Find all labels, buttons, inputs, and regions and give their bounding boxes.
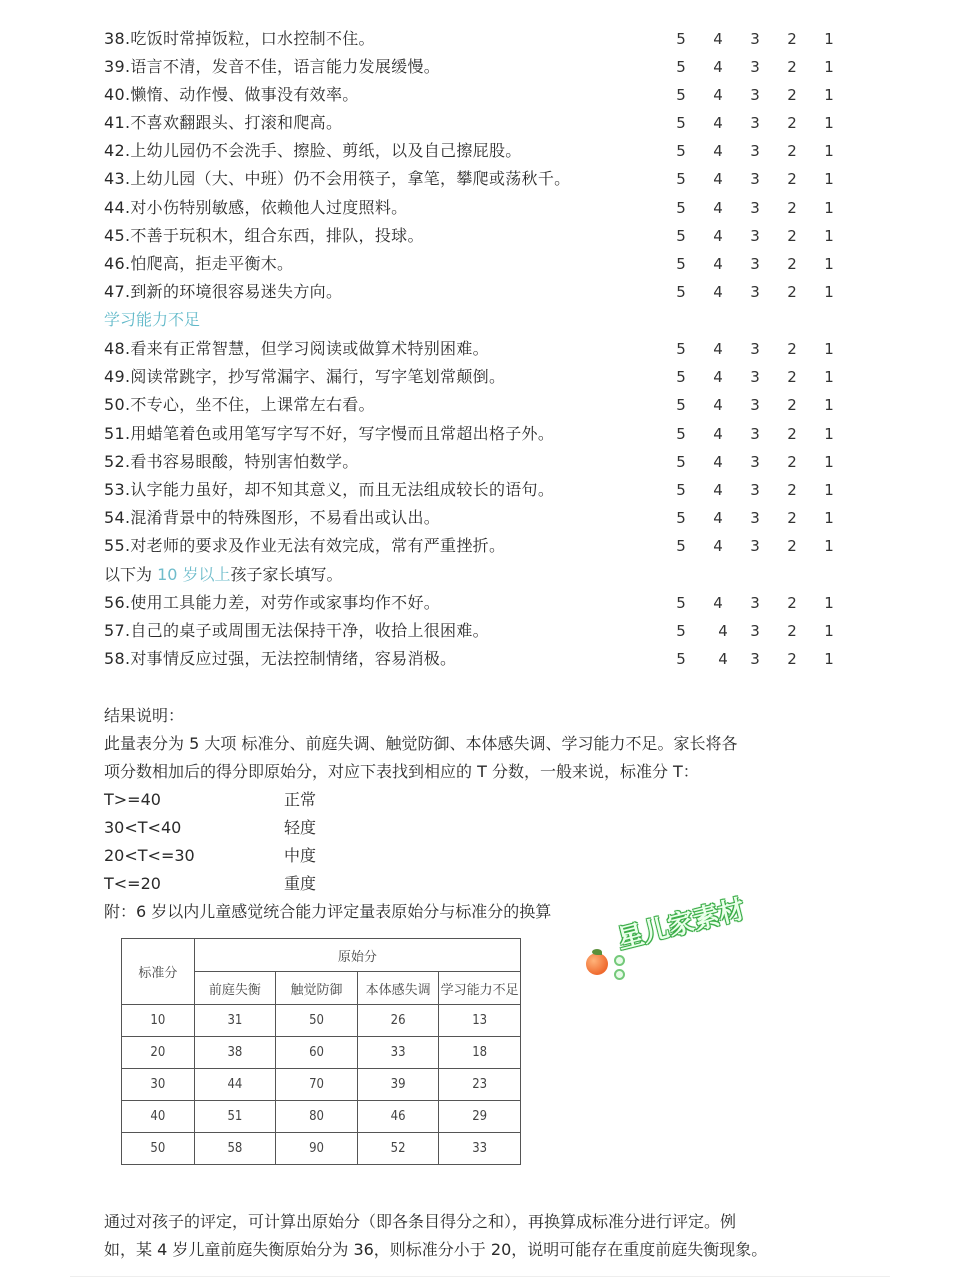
peach-icon: [586, 953, 608, 975]
table-cell: 52: [357, 1133, 439, 1165]
question-text: 48.看来有正常智慧，但学习阅读或做算术特别困难。: [104, 339, 489, 358]
score-option[interactable]: 5: [676, 594, 686, 612]
score-option[interactable]: 1: [824, 425, 834, 443]
score-option[interactable]: 1: [824, 340, 834, 358]
score-option[interactable]: 2: [787, 255, 797, 273]
table-row: [122, 1069, 521, 1101]
age-note-suffix: 孩子家长填写。: [230, 565, 343, 584]
conclusion-line-2: 如，某 4 岁儿童前庭失衡原始分为 36，则标准分小于 20，说明可能存在重度前庭失衡现象。: [104, 1240, 768, 1259]
question-item: [104, 194, 844, 222]
question-text: 45.不善于玩积木，组合东西，排队，投球。: [104, 226, 424, 245]
question-item: [104, 589, 844, 617]
score-option[interactable]: 3: [750, 396, 760, 414]
table-cell: 30: [122, 1069, 195, 1101]
results-title: 结果说明：: [104, 706, 185, 725]
score-options: [674, 222, 844, 250]
score-option[interactable]: 1: [824, 650, 834, 668]
table-cell: 13: [439, 1005, 521, 1037]
score-options: [674, 363, 844, 391]
conversion-table: [121, 938, 521, 1165]
question-item: [104, 25, 844, 53]
section-heading-learning: 学习能力不足: [104, 310, 201, 329]
score-option[interactable]: 2: [787, 227, 797, 245]
score-option[interactable]: 2: [787, 396, 797, 414]
score-option[interactable]: 5: [676, 170, 686, 188]
score-option[interactable]: 5: [676, 650, 686, 668]
table-cell: 50: [122, 1133, 195, 1165]
question-item: [104, 532, 844, 560]
score-option[interactable]: 3: [750, 227, 760, 245]
standard-score-header: 标准分: [122, 939, 195, 1005]
question-item: [104, 645, 844, 673]
score-option[interactable]: 5: [676, 30, 686, 48]
question-item: [104, 165, 844, 193]
score-options: [674, 109, 844, 137]
table-cell: 29: [439, 1101, 521, 1133]
score-options: [674, 81, 844, 109]
table-cell: 38: [194, 1037, 276, 1069]
score-option[interactable]: 1: [824, 30, 834, 48]
question-text: 49.阅读常跳字，抄写常漏字、漏行，写字笔划常颠倒。: [104, 367, 506, 386]
score-options: [674, 137, 844, 165]
score-option[interactable]: 4: [713, 368, 723, 386]
score-option[interactable]: 3: [750, 170, 760, 188]
score-option[interactable]: 1: [824, 199, 834, 217]
score-option[interactable]: 4: [713, 255, 723, 273]
question-item: [104, 617, 844, 645]
score-option[interactable]: 3: [750, 114, 760, 132]
score-option[interactable]: 2: [787, 340, 797, 358]
threshold-condition: T>=40: [104, 790, 161, 809]
question-text: 44.对小伤特别敏感，依赖他人过度照料。: [104, 198, 408, 217]
score-option[interactable]: 5: [676, 368, 686, 386]
score-option[interactable]: 1: [824, 396, 834, 414]
score-option[interactable]: 2: [787, 368, 797, 386]
question-item: [104, 504, 844, 532]
score-option[interactable]: 4: [713, 425, 723, 443]
score-option[interactable]: 3: [750, 255, 760, 273]
score-option[interactable]: 2: [787, 58, 797, 76]
score-options: [674, 25, 844, 53]
score-options: [674, 476, 844, 504]
score-option[interactable]: 4: [713, 283, 723, 301]
table-cell: 23: [439, 1069, 521, 1101]
score-option[interactable]: 4: [713, 199, 723, 217]
score-options: [674, 589, 844, 617]
table-cell: 33: [357, 1037, 439, 1069]
score-option[interactable]: 2: [787, 283, 797, 301]
score-option[interactable]: 2: [787, 622, 797, 640]
score-option[interactable]: 5: [676, 396, 686, 414]
score-option[interactable]: 5: [676, 255, 686, 273]
question-text: 38.吃饭时常掉饭粒，口水控制不住。: [104, 29, 375, 48]
score-option[interactable]: 4: [713, 340, 723, 358]
score-option[interactable]: 1: [824, 622, 834, 640]
table-cell: 33: [439, 1133, 521, 1165]
column-header: 本体感失调: [357, 972, 439, 1005]
score-option[interactable]: 1: [824, 255, 834, 273]
score-option[interactable]: 4: [713, 30, 723, 48]
score-option[interactable]: 1: [824, 283, 834, 301]
score-option[interactable]: 4: [713, 453, 723, 471]
score-option[interactable]: 4: [713, 58, 723, 76]
question-item: [104, 391, 844, 419]
score-option[interactable]: 5: [676, 453, 686, 471]
question-text: 53.认字能力虽好，却不知其意义，而且无法组成较长的语句。: [104, 480, 555, 499]
score-option[interactable]: 2: [787, 425, 797, 443]
table-cell: 51: [194, 1101, 276, 1133]
table-cell: 40: [122, 1101, 195, 1133]
score-options: [674, 617, 844, 645]
question-text: 56.使用工具能力差，对劳作或家事均作不好。: [104, 593, 441, 612]
score-option[interactable]: 3: [750, 142, 760, 160]
score-options: [674, 53, 844, 81]
threshold-level: 轻度: [284, 818, 317, 837]
score-option[interactable]: 3: [750, 425, 760, 443]
age-note: [104, 561, 343, 589]
threshold-level: 中度: [284, 846, 317, 865]
question-item: [104, 476, 844, 504]
score-option[interactable]: 3: [750, 368, 760, 386]
score-option[interactable]: 2: [787, 650, 797, 668]
score-option[interactable]: 3: [750, 283, 760, 301]
score-options: [674, 335, 844, 363]
score-option[interactable]: 1: [824, 170, 834, 188]
score-option[interactable]: 3: [750, 537, 760, 555]
score-option[interactable]: 1: [824, 114, 834, 132]
table-cell: 58: [194, 1133, 276, 1165]
question-item: [104, 222, 844, 250]
table-header-row: [122, 939, 521, 972]
question-text: 41.不喜欢翻跟头、打滚和爬高。: [104, 113, 343, 132]
table-row: [122, 1133, 521, 1165]
column-header: 触觉防御: [276, 972, 358, 1005]
results-line-1: 此量表分为 5 大项 标准分、前庭失调、触觉防御、本体感失调、学习能力不足。家长将各: [104, 734, 738, 753]
score-option[interactable]: 5: [676, 58, 686, 76]
score-option[interactable]: 5: [676, 114, 686, 132]
score-option[interactable]: 1: [824, 142, 834, 160]
score-option[interactable]: 5: [676, 86, 686, 104]
score-option[interactable]: 4: [713, 509, 723, 527]
score-option[interactable]: 2: [787, 453, 797, 471]
score-options: [674, 278, 844, 306]
score-option[interactable]: 1: [824, 453, 834, 471]
score-option[interactable]: 1: [824, 58, 834, 76]
table-row: [122, 1005, 521, 1037]
score-option[interactable]: 3: [750, 453, 760, 471]
score-option[interactable]: 1: [824, 481, 834, 499]
table-cell: 18: [439, 1037, 521, 1069]
score-options: [674, 250, 844, 278]
table-cell: 90: [276, 1133, 358, 1165]
table-cell: 26: [357, 1005, 439, 1037]
score-option[interactable]: 3: [750, 30, 760, 48]
score-option[interactable]: 3: [750, 481, 760, 499]
table-cell: 10: [122, 1005, 195, 1037]
question-item: [104, 53, 844, 81]
score-option[interactable]: 5: [676, 509, 686, 527]
score-options: [674, 448, 844, 476]
watermark: [582, 894, 762, 975]
score-option[interactable]: 3: [750, 594, 760, 612]
score-option[interactable]: 4: [713, 114, 723, 132]
score-option[interactable]: 4: [713, 481, 723, 499]
score-option[interactable]: 1: [824, 537, 834, 555]
column-header: 学习能力不足: [439, 972, 521, 1005]
question-text: 51.用蜡笔着色或用笔写字写不好，写字慢而且常超出格子外。: [104, 424, 555, 443]
question-text: 52.看书容易眼酸，特别害怕数学。: [104, 452, 359, 471]
question-text: 40.懒惰、动作慢、做事没有效率。: [104, 85, 359, 104]
table-cell: 31: [194, 1005, 276, 1037]
score-options: [674, 532, 844, 560]
table-cell: 80: [276, 1101, 358, 1133]
leaf-icon: [592, 949, 602, 955]
score-options: [674, 504, 844, 532]
question-item: [104, 420, 844, 448]
score-option[interactable]: 5: [676, 481, 686, 499]
question-item: [104, 335, 844, 363]
score-option[interactable]: 5: [676, 537, 686, 555]
threshold-condition: T<=20: [104, 874, 161, 893]
table-cell: 60: [276, 1037, 358, 1069]
question-text: 50.不专心，坐不住，上课常左右看。: [104, 395, 375, 414]
table-row: [122, 1037, 521, 1069]
score-option[interactable]: 5: [676, 199, 686, 217]
question-item: [104, 448, 844, 476]
table-row: [122, 1101, 521, 1133]
threshold-level: 重度: [284, 874, 317, 893]
question-text: 54.混淆背景中的特殊图形，不易看出或认出。: [104, 508, 441, 527]
score-option[interactable]: 2: [787, 199, 797, 217]
score-option[interactable]: 2: [787, 86, 797, 104]
table-cell: 70: [276, 1069, 358, 1101]
appendix-title: 附：6 岁以内儿童感觉统合能力评定量表原始分与标准分的换算: [104, 902, 552, 921]
table-cell: 46: [357, 1101, 439, 1133]
score-option[interactable]: 2: [787, 594, 797, 612]
score-option[interactable]: 5: [676, 142, 686, 160]
score-option[interactable]: 4: [718, 622, 728, 640]
score-options: [674, 391, 844, 419]
question-text: 42.上幼儿园仍不会洗手、擦脸、剪纸，以及自己擦屁股。: [104, 141, 522, 160]
score-option[interactable]: 4: [713, 594, 723, 612]
question-text: 39.语言不清，发音不佳，语言能力发展缓慢。: [104, 57, 441, 76]
table-cell: 39: [357, 1069, 439, 1101]
question-text: 57.自己的桌子或周围无法保持干净，收拾上很困难。: [104, 621, 489, 640]
score-option[interactable]: 1: [824, 227, 834, 245]
score-option[interactable]: 2: [787, 114, 797, 132]
question-item: [104, 81, 844, 109]
score-option[interactable]: 2: [787, 30, 797, 48]
score-option[interactable]: 1: [824, 368, 834, 386]
score-option[interactable]: 1: [824, 594, 834, 612]
column-header: 前庭失衡: [194, 972, 276, 1005]
score-option[interactable]: 1: [824, 86, 834, 104]
score-option[interactable]: 4: [713, 170, 723, 188]
question-text: 58.对事情反应过强，无法控制情绪，容易消极。: [104, 649, 457, 668]
threshold-condition: 20<T<=30: [104, 846, 195, 865]
score-option[interactable]: 2: [787, 537, 797, 555]
age-note-prefix: 以下为: [104, 565, 158, 584]
table-cell: 50: [276, 1005, 358, 1037]
score-option[interactable]: 3: [750, 86, 760, 104]
score-option[interactable]: 4: [718, 650, 728, 668]
table-cell: 44: [194, 1069, 276, 1101]
score-option[interactable]: 2: [787, 481, 797, 499]
score-option[interactable]: 5: [676, 283, 686, 301]
question-text: 47.到新的环境很容易迷失方向。: [104, 282, 343, 301]
score-options: [674, 165, 844, 193]
score-option[interactable]: 4: [713, 537, 723, 555]
score-option[interactable]: 2: [787, 142, 797, 160]
score-option[interactable]: 4: [713, 142, 723, 160]
question-text: 43.上幼儿园（大、中班）仍不会用筷子，拿笔，攀爬或荡秋千。: [104, 169, 571, 188]
question-item: [104, 250, 844, 278]
question-text: 55.对老师的要求及作业无法有效完成，常有严重挫折。: [104, 536, 506, 555]
score-option[interactable]: 3: [750, 340, 760, 358]
results-line-2: 项分数相加后的得分即原始分，对应下表找到相应的 T 分数，一般来说，标准分 T：: [104, 762, 699, 781]
score-option[interactable]: 3: [750, 650, 760, 668]
score-option[interactable]: 4: [713, 396, 723, 414]
score-option[interactable]: 5: [676, 425, 686, 443]
age-note-highlight: 10 岁以上: [157, 565, 231, 584]
watermark-text: 星儿家素材: [614, 894, 748, 956]
question-item: [104, 137, 844, 165]
score-option[interactable]: 5: [676, 340, 686, 358]
conclusion-line-1: 通过对孩子的评定，可计算出原始分（即各条目得分之和），再换算成标准分进行评定。例: [104, 1212, 737, 1231]
score-option[interactable]: 3: [750, 509, 760, 527]
score-option[interactable]: 1: [824, 509, 834, 527]
raw-score-header: 原始分: [194, 939, 520, 972]
score-option[interactable]: 3: [750, 199, 760, 217]
score-option[interactable]: 4: [713, 227, 723, 245]
page-edge-divider: [70, 1276, 890, 1277]
score-options: [674, 420, 844, 448]
threshold-level: 正常: [284, 790, 317, 809]
threshold-condition: 30<T<40: [104, 818, 182, 837]
question-item: [104, 278, 844, 306]
score-option[interactable]: 3: [750, 58, 760, 76]
score-option[interactable]: 2: [787, 509, 797, 527]
score-options: [674, 645, 844, 673]
question-text: 46.怕爬高，拒走平衡木。: [104, 254, 294, 273]
score-option[interactable]: 3: [750, 622, 760, 640]
score-option[interactable]: 2: [787, 170, 797, 188]
score-option[interactable]: 5: [676, 622, 686, 640]
score-option[interactable]: 4: [713, 86, 723, 104]
score-option[interactable]: 5: [676, 227, 686, 245]
question-item: [104, 363, 844, 391]
score-options: [674, 194, 844, 222]
table-cell: 20: [122, 1037, 195, 1069]
question-item: [104, 109, 844, 137]
colon-dots-icon: [614, 955, 622, 983]
